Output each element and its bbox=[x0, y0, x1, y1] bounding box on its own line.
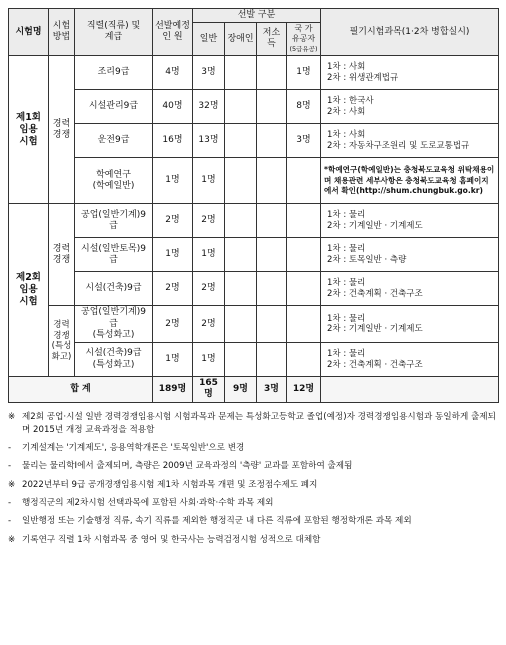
low-income-cell bbox=[257, 238, 287, 272]
notes-section bbox=[8, 411, 498, 548]
note-item: - 물리는 물리학Ⅰ에서 출제되며, 측량은 2009년 교육과정의 '측량' 교과를 포함하여 출제됨 bbox=[8, 461, 353, 472]
disabled-cell bbox=[225, 272, 257, 306]
job-cell: 공업(일반기계)9급 (특성화고) bbox=[75, 306, 153, 343]
veterans-cell bbox=[287, 158, 321, 204]
table-row bbox=[9, 90, 499, 124]
general-cell: 3명 bbox=[193, 56, 225, 90]
veterans-cell bbox=[287, 238, 321, 272]
veterans-cell bbox=[287, 306, 321, 343]
general-cell: 1명 bbox=[193, 158, 225, 204]
totals-veterans: 12명 bbox=[287, 377, 321, 403]
low-income-cell bbox=[257, 204, 287, 238]
note-item: - 일반행정 또는 기술행정 직류, 속기 직류를 제외한 행정직군 내 다른 직류에 포함된 행정학개론 과목 제외 bbox=[8, 516, 412, 527]
planned-cell: 4명 bbox=[153, 56, 193, 90]
subjects-cell: 1차 : 한국사 2차 : 사회 bbox=[321, 90, 499, 124]
job-cell: 시설(건축)9급 bbox=[75, 272, 153, 306]
totals-empty bbox=[321, 377, 499, 403]
disabled-cell bbox=[225, 238, 257, 272]
table-row bbox=[9, 204, 499, 238]
note-item: - 행정직군의 제2차시험 선택과목에 포함된 사회·과학·수학 과목 제외 bbox=[8, 498, 274, 509]
table-row bbox=[9, 56, 499, 90]
low-income-cell bbox=[257, 124, 287, 158]
totals-planned: 189명 bbox=[153, 377, 193, 403]
subjects-note-cell: *학예연구(학예일반)는 충청북도교육청 위탁채용이며 채용관련 세부사항은 충청북도교육청 홈페이지에서 확인(http://shum.chungbuk.go.kr) bbox=[321, 158, 499, 204]
header-veterans: 국 가 유공자 (5급유공) bbox=[287, 23, 321, 56]
job-cell: 운전9급 bbox=[75, 124, 153, 158]
low-income-cell bbox=[257, 272, 287, 306]
header-general: 일반 bbox=[193, 23, 225, 56]
disabled-cell bbox=[225, 124, 257, 158]
table-row bbox=[9, 158, 499, 204]
veterans-cell: 1명 bbox=[287, 56, 321, 90]
note-item: ※ 제2회 공업·시설 일반 경력경쟁임용시험 시험과목과 문제는 특성화고등학교 졸업(예정)자 경력경쟁임용시험과 동일하게 출제되며 2015년 개정 교육과정을 적용함 bbox=[8, 411, 496, 435]
disabled-cell bbox=[225, 158, 257, 204]
subjects-cell: 1차 : 물리 2차 : 토목일반 · 측량 bbox=[321, 238, 499, 272]
general-cell: 1명 bbox=[193, 238, 225, 272]
exam-2-label: 제2회 임용 시험 bbox=[9, 204, 49, 377]
disabled-cell bbox=[225, 56, 257, 90]
job-cell: 시설관리9급 bbox=[75, 90, 153, 124]
page bbox=[8, 8, 498, 552]
general-cell: 32명 bbox=[193, 90, 225, 124]
job-cell: 학예연구 (학예일반) bbox=[75, 158, 153, 204]
header-exam: 시험명 bbox=[9, 9, 49, 56]
general-cell: 13명 bbox=[193, 124, 225, 158]
job-cell: 시설(일반토목)9급 bbox=[75, 238, 153, 272]
low-income-cell bbox=[257, 56, 287, 90]
disabled-cell bbox=[225, 306, 257, 343]
veterans-cell: 8명 bbox=[287, 90, 321, 124]
subjects-cell: 1차 : 물리 2차 : 기계일반 · 기계제도 bbox=[321, 306, 499, 343]
planned-cell: 2명 bbox=[153, 306, 193, 343]
note-item: - 기계설계는 '기계제도', 응용역학개론은 '토목일반'으로 변경 bbox=[8, 443, 245, 454]
method-career-1: 경력 경쟁 bbox=[49, 56, 75, 204]
subjects-cell: 1차 : 물리 2차 : 기계일반 · 기계제도 bbox=[321, 204, 499, 238]
planned-cell: 1명 bbox=[153, 158, 193, 204]
planned-cell: 16명 bbox=[153, 124, 193, 158]
totals-row bbox=[9, 377, 499, 403]
disabled-cell bbox=[225, 343, 257, 377]
planned-cell: 2명 bbox=[153, 272, 193, 306]
general-cell: 2명 bbox=[193, 272, 225, 306]
totals-general: 165명 bbox=[193, 377, 225, 403]
header-job: 직렬(직류) 및 계급 bbox=[75, 9, 153, 56]
subjects-cell: 1차 : 물리 2차 : 건축계획 · 건축구조 bbox=[321, 343, 499, 377]
table-row bbox=[9, 124, 499, 158]
recruitment-table bbox=[8, 8, 499, 403]
note-item: ※ 기록연구 직렬 1차 시험과목 중 영어 및 한국사는 능력검정시험 성적으로 대체함 bbox=[8, 534, 321, 545]
low-income-cell bbox=[257, 306, 287, 343]
totals-disabled: 9명 bbox=[225, 377, 257, 403]
general-cell: 2명 bbox=[193, 306, 225, 343]
totals-label: 합 계 bbox=[9, 377, 153, 403]
planned-cell: 40명 bbox=[153, 90, 193, 124]
subjects-cell: 1차 : 물리 2차 : 건축계획 · 건축구조 bbox=[321, 272, 499, 306]
planned-cell: 2명 bbox=[153, 204, 193, 238]
header-method: 시험 방법 bbox=[49, 9, 75, 56]
header-disabled: 장애인 bbox=[225, 23, 257, 56]
exam-1-label: 제1회 임용 시험 bbox=[9, 56, 49, 204]
note-item: ※ 2022년부터 9급 공개경쟁임용시험 제1차 시험과목 개편 및 조정점수제도 폐지 bbox=[8, 479, 318, 490]
low-income-cell bbox=[257, 343, 287, 377]
table-row bbox=[9, 238, 499, 272]
subjects-cell: 1차 : 사회 2차 : 위생관계법규 bbox=[321, 56, 499, 90]
job-cell: 공업(일반기계)9급 bbox=[75, 204, 153, 238]
low-income-cell bbox=[257, 90, 287, 124]
planned-cell: 1명 bbox=[153, 238, 193, 272]
disabled-cell bbox=[225, 90, 257, 124]
job-cell: 시설(건축)9급 (특성화고) bbox=[75, 343, 153, 377]
planned-cell: 1명 bbox=[153, 343, 193, 377]
table-row bbox=[9, 306, 499, 343]
header-category: 선발 구분 bbox=[193, 9, 321, 23]
general-cell: 2명 bbox=[193, 204, 225, 238]
veterans-cell bbox=[287, 272, 321, 306]
table-row bbox=[9, 343, 499, 377]
disabled-cell bbox=[225, 204, 257, 238]
subjects-cell: 1차 : 사회 2차 : 자동차구조원리 및 도로교통법규 bbox=[321, 124, 499, 158]
job-cell: 조리9급 bbox=[75, 56, 153, 90]
method-career-2: 경력 경쟁 bbox=[49, 204, 75, 306]
low-income-cell bbox=[257, 158, 287, 204]
veterans-cell bbox=[287, 343, 321, 377]
veterans-cell bbox=[287, 204, 321, 238]
table-row bbox=[9, 272, 499, 306]
totals-low-income: 3명 bbox=[257, 377, 287, 403]
header-subjects: 필기시험과목(1·2차 병합실시) bbox=[321, 9, 499, 56]
method-career-special: 경력 경쟁 (특성 화고) bbox=[49, 306, 75, 377]
veterans-cell: 3명 bbox=[287, 124, 321, 158]
header-low-income: 저소득 bbox=[257, 23, 287, 56]
header-planned: 선발예정 인 원 bbox=[153, 9, 193, 56]
general-cell: 1명 bbox=[193, 343, 225, 377]
